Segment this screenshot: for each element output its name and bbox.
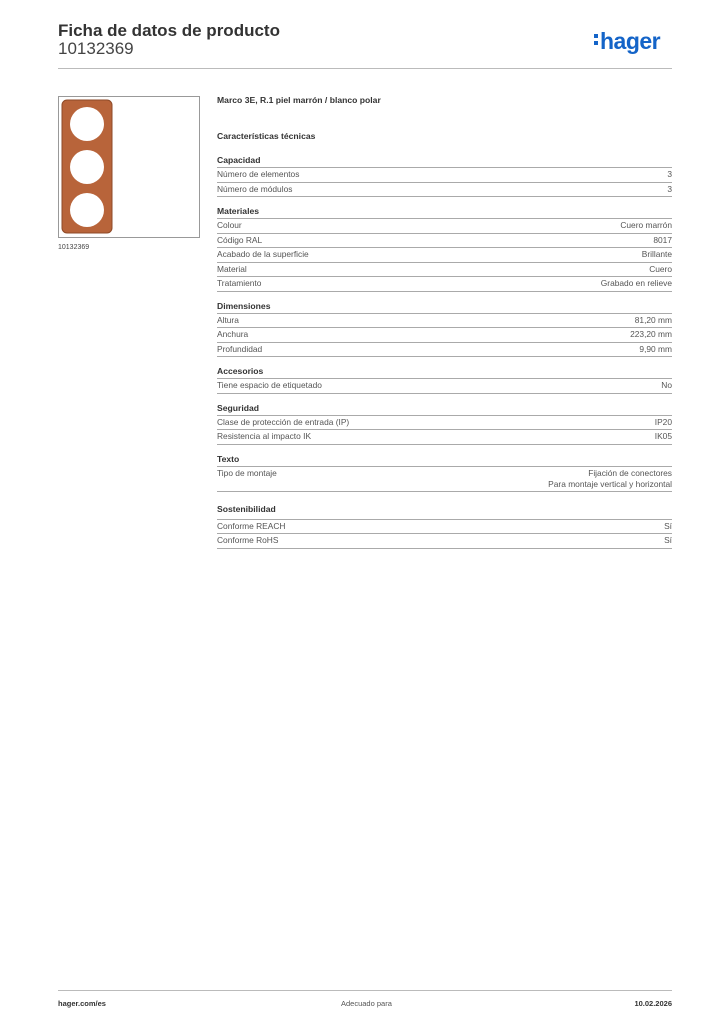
spec-row [217, 430, 672, 445]
section-title: Dimensiones [217, 301, 672, 314]
footer-date: 10.02.2026 [634, 999, 672, 1008]
spec-row [217, 234, 672, 249]
spec-value: 9,90 mm [639, 343, 672, 354]
logo-dots-icon [594, 34, 598, 48]
section-title: Texto [217, 454, 672, 467]
product-image [58, 96, 200, 238]
spec-label: Colour [217, 220, 242, 230]
spec-label: Tiene espacio de etiquetado [217, 380, 322, 390]
spec-label: Número de módulos [217, 183, 293, 194]
spec-row [217, 520, 672, 535]
image-caption: 10132369 [58, 244, 90, 251]
spec-value: No [661, 380, 672, 390]
spec-value: IK05 [654, 431, 672, 441]
spec-label: Tipo de montaje [217, 467, 277, 478]
section-materiales [217, 206, 672, 292]
specification-panel [217, 95, 672, 558]
product-title: Marco 3E, R.1 piel marrón / blanco polar [217, 95, 381, 105]
spec-label: Conforme RoHS [217, 535, 279, 545]
spec-row [217, 168, 672, 183]
spec-row [217, 328, 672, 343]
section-dimensiones [217, 301, 672, 358]
spec-value-line: Para montaje vertical y horizontal [548, 478, 672, 489]
spec-row [217, 416, 672, 431]
spec-label: Anchura [217, 329, 249, 339]
footer-website-link[interactable]: hager.com/es [58, 999, 106, 1008]
spec-value: 81,20 mm [634, 314, 672, 325]
spec-row [217, 263, 672, 278]
spec-value: Sí [664, 520, 672, 531]
spec-value: 8017 [653, 234, 672, 245]
section-title: Sostenibilidad [217, 504, 672, 520]
spec-row [217, 343, 672, 358]
spec-label: Resistencia al impacto IK [217, 431, 312, 441]
product-number: 10132369 [58, 39, 134, 58]
header-title: Ficha de datos de producto [58, 21, 280, 40]
frame-image-icon [59, 97, 199, 237]
hager-logo[interactable] [594, 28, 660, 55]
spec-row [217, 277, 672, 292]
spec-label: Número de elementos [217, 169, 300, 179]
spec-label: Altura [217, 314, 239, 325]
spec-value-line: Fijación de conectores [588, 467, 672, 478]
spec-row [217, 219, 672, 234]
spec-label: Conforme REACH [217, 520, 286, 531]
spec-label: Clase de protección de entrada (IP) [217, 416, 350, 427]
spec-value: Brillante [641, 249, 672, 259]
spec-label: Acabado de la superficie [217, 249, 309, 259]
section-title: Seguridad [217, 403, 672, 416]
section-title: Capacidad [217, 155, 672, 168]
spec-value: Sí [664, 535, 672, 545]
footer-middle-text: Adecuado para [341, 999, 392, 1008]
header-rule [58, 68, 672, 69]
section-title: Accesorios [217, 366, 672, 379]
spec-value: Cuero marrón [620, 220, 672, 230]
spec-value: 223,20 mm [630, 329, 672, 339]
spec-row [217, 467, 672, 492]
spec-label: Código RAL [217, 234, 263, 245]
section-title: Materiales [217, 206, 672, 219]
section-sostenibilidad [217, 504, 672, 549]
spec-row [217, 314, 672, 329]
section-accesorios [217, 366, 672, 394]
spec-value: Grabado en relieve [600, 278, 672, 288]
spec-value: 3 [667, 169, 672, 179]
spec-value [548, 468, 672, 490]
section-texto [217, 454, 672, 492]
spec-value: Cuero [649, 263, 672, 274]
spec-row [217, 248, 672, 263]
tech-heading: Características técnicas [217, 131, 316, 141]
footer-rule [58, 990, 672, 991]
logo-text: hager [600, 28, 661, 54]
spec-value: IP20 [654, 416, 672, 427]
section-capacidad [217, 155, 672, 197]
spec-label: Profundidad [217, 343, 263, 354]
section-seguridad [217, 403, 672, 445]
spec-row [217, 534, 672, 549]
spec-value: 3 [667, 183, 672, 194]
spec-label: Tratamiento [217, 278, 262, 288]
spec-label: Material [217, 263, 247, 274]
spec-row [217, 379, 672, 394]
spec-row [217, 183, 672, 198]
